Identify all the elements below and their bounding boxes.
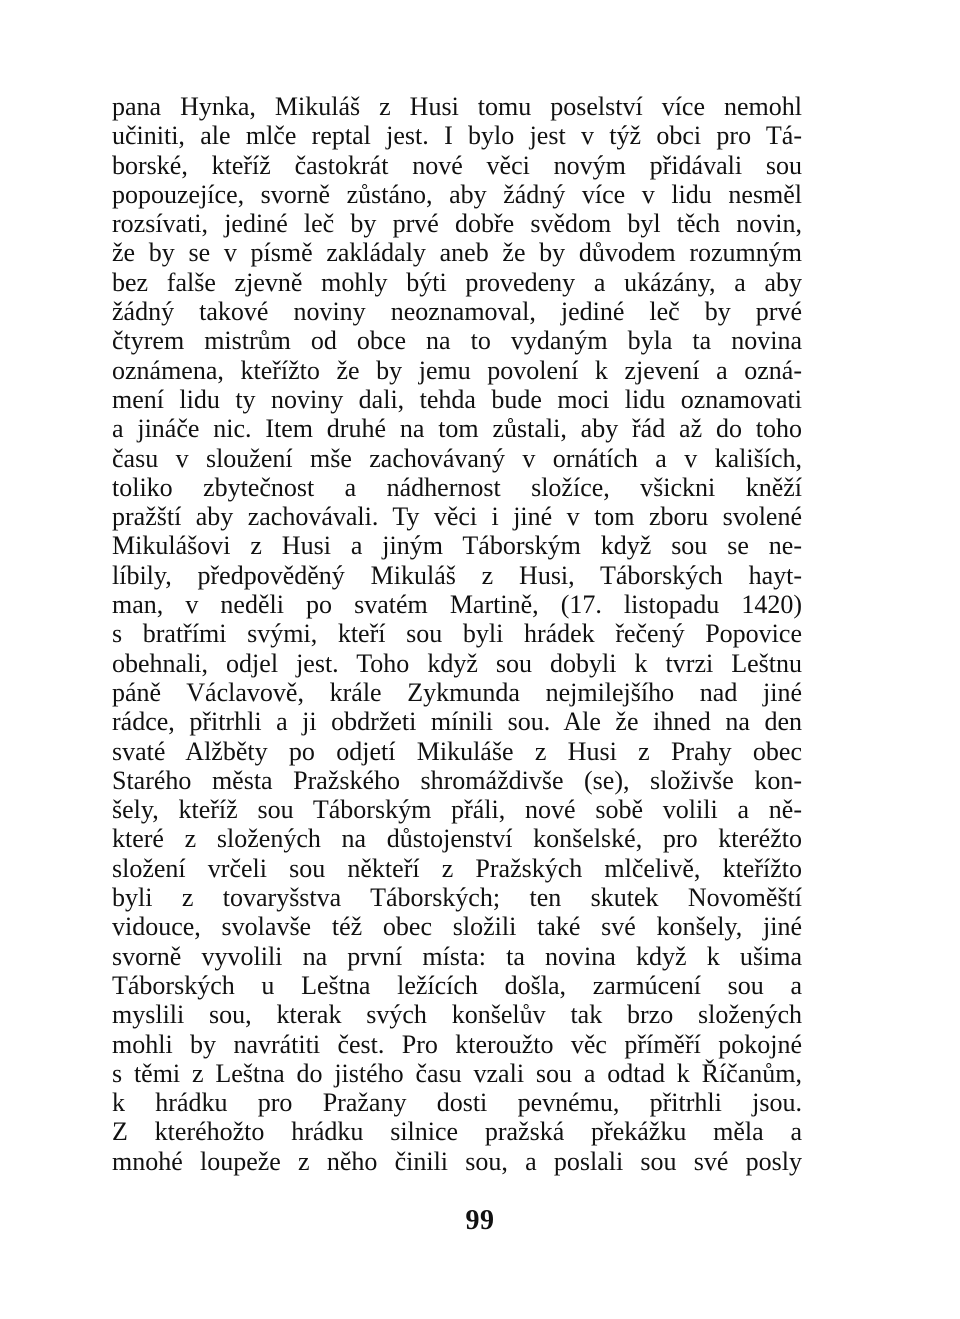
text-line: byli z tovaryšstva Táborských; ten skutek Novoměští (112, 883, 802, 913)
text-line: čtyrem mistrům od obce na to vydaným byla ta novina (112, 326, 802, 356)
text-line: toliko zbytečnost a nádhernost složíce, všickni kněží (112, 472, 802, 502)
text-line: žádný takové noviny neoznamoval, jediné leč by prvé (112, 297, 802, 327)
text-line: myslili sou, kterak svých konšelův tak brzo složených (112, 1000, 802, 1030)
text-line: borské, kteříž častokrát nové věci novým přidávali sou (112, 150, 802, 180)
text-line: s bratřími svými, kteří sou byli hrádek řečený Popovice (112, 619, 802, 649)
text-line: Mikulášovi z Husi a jiným Táborským když sou se ne- (112, 531, 802, 561)
text-line: oznámena, kteřížto že by jemu povolení k zjevení a ozná- (112, 355, 802, 385)
text-line: popouzejíce, svorně zůstáno, aby žádný více v lidu nesměl (112, 179, 802, 209)
text-line: Z kteréhožto hrádku silnice pražská překážku měla a (112, 1117, 802, 1147)
text-line: svorně vyvolili na první místa: ta novina když k ušima (112, 941, 802, 971)
text-line: svaté Alžběty po odjetí Mikuláše z Husi z Prahy obec (112, 736, 802, 766)
text-line: mnohé loupeže z něho činili sou, a poslali sou své posly (112, 1146, 802, 1176)
text-line: rozsívati, jediné leč by prvé dobře svědom byl těch novin, (112, 209, 802, 239)
text-line: vidouce, svolavše též obec složili také své konšely, jiné (112, 912, 802, 942)
text-line: líbily, předpověděný Mikuláš z Husi, Táborských hayt- (112, 560, 802, 590)
text-line: obehnali, odjel jest. Toho když sou dobyli k tvrzi Leštnu (112, 648, 802, 678)
text-line: učiniti, ale mlče reptal jest. I bylo jest v týž obci pro Tá- (112, 121, 802, 151)
text-line: které z složených na důstojenství konšelské, pro kteréžto (112, 824, 802, 854)
text-line: že by se v písmě zakládaly aneb že by důvodem rozumným (112, 238, 802, 268)
text-line: páně Václavově, krále Zykmunda nejmilejšího nad jiné (112, 677, 802, 707)
text-line: mení lidu ty noviny dali, tehda bude moci lidu oznamovati (112, 384, 802, 414)
page-number: 99 (465, 1205, 495, 1236)
text-line: man, v neděli po svatém Martině, (17. listopadu 1420) (112, 590, 802, 620)
text-line: bez falše zjevně mohly býti provedeny a ukázány, a aby (112, 267, 802, 297)
text-line: rádce, přitrhli a ji obdržeti mínili sou. Ale že ihned na den (112, 707, 802, 737)
text-line: Starého města Pražského shromáždivše (se), složivše kon- (112, 765, 802, 795)
text-line: složení vrčeli sou někteří z Pražských mlčelivě, kteřížto (112, 853, 802, 883)
text-line: času v sloužení mše zachovávaný v ornátích a v kališích, (112, 443, 802, 473)
body-text (112, 92, 802, 1176)
text-line: šely, kteříž sou Táborským přáli, nové sobě volili a ně- (112, 795, 802, 825)
text-line: a jináče nic. Item druhé na tom zůstali, aby řád až do toho (112, 414, 802, 444)
text-line: Táborských u Leštna ležících došla, zarmúcení sou a (112, 970, 802, 1000)
text-line: pražští aby zachovávali. Ty věci i jiné v tom zboru svolené (112, 502, 802, 532)
text-line: k hrádku pro Pražany dosti pevnému, přitrhli jsou. (112, 1088, 802, 1118)
text-line: s těmi z Leštna do jistého času vzali sou a odtad k Říčanům, (112, 1058, 802, 1088)
text-line: pana Hynka, Mikuláš z Husi tomu poselství více nemohl (112, 92, 802, 121)
text-line: mohli by navrátiti čest. Pro kteroužto věc příměří pokojné (112, 1029, 802, 1059)
